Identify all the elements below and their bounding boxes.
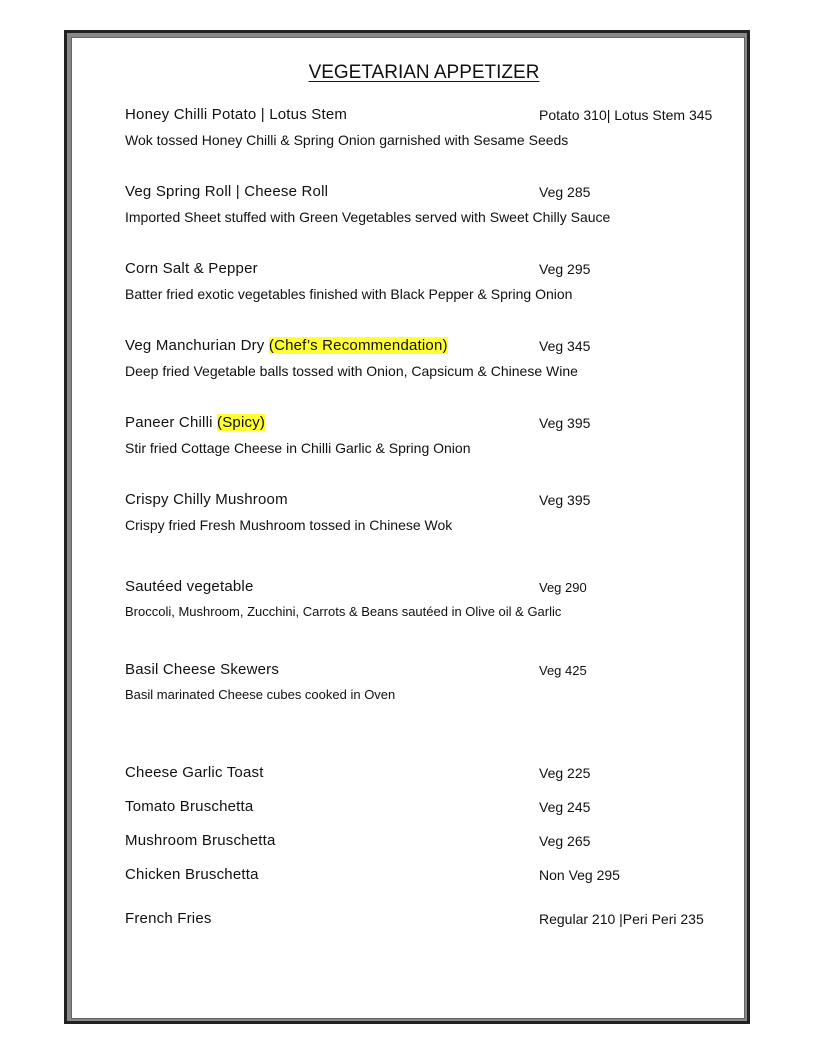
item-price: Potato 310| Lotus Stem 345 xyxy=(539,107,713,123)
menu-title: VEGETARIAN APPETIZER xyxy=(308,62,540,83)
chef-recommendation-tag: (Chef’s Recommendation) xyxy=(268,337,448,354)
item-price: Veg 265 xyxy=(539,833,591,849)
item-price: Non Veg 295 xyxy=(539,867,620,883)
spicy-tag: (Spicy) xyxy=(217,414,266,431)
item-description: Broccoli, Mushroom, Zucchini, Carrots & Beans sautéed in Olive oil & Garlic xyxy=(125,604,562,619)
item-price: Veg 290 xyxy=(539,580,587,595)
item-name-text: Veg Manchurian Dry xyxy=(125,337,269,354)
item-description: Wok tossed Honey Chilli & Spring Onion garnished with Sesame Seeds xyxy=(125,132,569,148)
item-name: Mushroom Bruschetta xyxy=(125,832,276,849)
item-price: Veg 285 xyxy=(539,184,591,200)
item-description: Batter fried exotic vegetables finished with Black Pepper & Spring Onion xyxy=(125,286,573,302)
item-description: Imported Sheet stuffed with Green Vegetables served with Sweet Chilly Sauce xyxy=(125,209,611,225)
item-name: Veg Spring Roll | Cheese Roll xyxy=(125,183,329,200)
item-price: Veg 225 xyxy=(539,765,591,781)
item-name: Basil Cheese Skewers xyxy=(125,661,280,678)
item-price: Veg 425 xyxy=(539,663,587,678)
item-name: Corn Salt & Pepper xyxy=(125,260,258,277)
item-price: Veg 345 xyxy=(539,338,591,354)
item-price: Regular 210 |Peri Peri 235 xyxy=(539,911,704,927)
item-name: Sautéed vegetable xyxy=(125,578,254,595)
item-name: Crispy Chilly Mushroom xyxy=(125,491,288,508)
item-description: Crispy fried Fresh Mushroom tossed in Chinese Wok xyxy=(125,517,453,533)
item-name-text: Paneer Chilli xyxy=(125,414,218,431)
item-name: Honey Chilli Potato | Lotus Stem xyxy=(125,106,348,123)
item-name xyxy=(125,337,448,354)
item-price: Veg 395 xyxy=(539,415,591,431)
item-name: Cheese Garlic Toast xyxy=(125,764,264,781)
item-name: Tomato Bruschetta xyxy=(125,798,254,815)
item-description: Deep fried Vegetable balls tossed with Onion, Capsicum & Chinese Wine xyxy=(125,363,578,379)
item-name: French Fries xyxy=(125,910,212,927)
item-description: Stir fried Cottage Cheese in Chilli Garlic & Spring Onion xyxy=(125,440,471,456)
item-price: Veg 395 xyxy=(539,492,591,508)
item-name: Chicken Bruschetta xyxy=(125,866,259,883)
item-description: Basil marinated Cheese cubes cooked in Oven xyxy=(125,687,396,702)
item-price: Veg 295 xyxy=(539,261,591,277)
item-price: Veg 245 xyxy=(539,799,591,815)
item-name xyxy=(125,414,265,431)
